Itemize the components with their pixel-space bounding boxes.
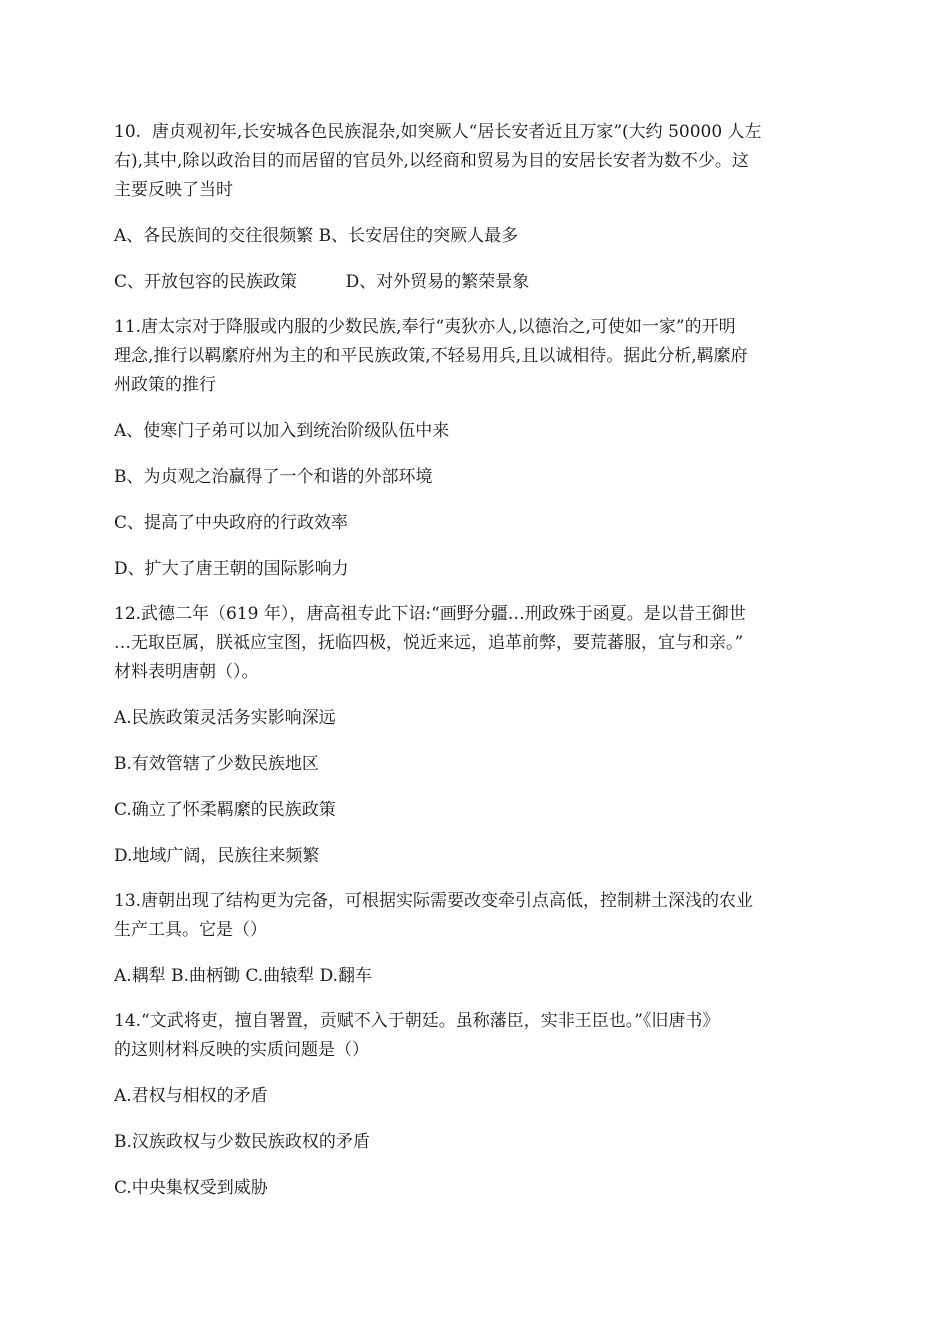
question-stem-line: 主要反映了当时: [114, 180, 233, 200]
question-stem-line: 10. 唐贞观初年,长安城各色民族混杂,如突厥人“居长安者近且万家”(大约 50000 人左: [114, 122, 762, 142]
answer-option: C、提高了中央政府的行政效率: [114, 513, 349, 533]
question-11: [114, 313, 844, 584]
question-stem-line: 14.“文武将吏，擅自署置，贡赋不入于朝廷。虽称藩臣，实非王臣也。”《旧唐书》: [114, 1011, 720, 1031]
answer-option: B、为贞观之治赢得了一个和谐的外部环境: [114, 467, 433, 487]
question-stem-line: …无取臣属，朕祗应宝图，抚临四极，悦近来远，追革前弊，要荒蕃服，宜与和亲。”: [114, 633, 744, 653]
question-stem-line: 生产工具。它是（）: [114, 920, 267, 940]
exam-page: [114, 118, 844, 1203]
answer-option: C.中央集权受到威胁: [114, 1178, 268, 1198]
question-stem-line: 州政策的推行: [114, 375, 216, 395]
answer-option: B.有效管辖了少数民族地区: [114, 754, 319, 774]
answer-option: A.民族政策灵活务实影响深远: [114, 708, 336, 728]
answer-option: C.确立了怀柔羁縻的民族政策: [114, 800, 336, 820]
question-14: [114, 1007, 844, 1203]
answer-option: A.耦犁 B.曲柄锄 C.曲辕犁 D.翻车: [114, 966, 373, 986]
answer-option: D、扩大了唐王朝的国际影响力: [114, 559, 349, 579]
question-stem-line: 材料表明唐朝（）。: [114, 662, 259, 682]
question-stem-line: 13.唐朝出现了结构更为完备，可根据实际需要改变牵引点高低，控制耕土深浅的农业: [114, 891, 754, 911]
answer-option: D.地域广阔，民族往来频繁: [114, 846, 320, 866]
question-10: [114, 118, 844, 297]
question-stem-line: 11.唐太宗对于降服或内服的少数民族,奉行“夷狄亦人,以德治之,可使如一家”的开明: [114, 317, 736, 337]
question-13: [114, 887, 844, 991]
answer-option: A、各民族间的交往很频繁 B、长安居住的突厥人最多: [114, 226, 519, 246]
answer-option: A.君权与相权的矛盾: [114, 1086, 268, 1106]
answer-option: A、使寒门子弟可以加入到统治阶级队伍中来: [114, 421, 450, 441]
answer-option: C、开放包容的民族政策 D、对外贸易的繁荣景象: [114, 272, 530, 292]
answer-option: B.汉族政权与少数民族政权的矛盾: [114, 1132, 370, 1152]
question-stem-line: 的这则材料反映的实质问题是（）: [114, 1040, 369, 1060]
question-stem-line: 理念,推行以羁縻府州为主的和平民族政策,不轻易用兵,且以诚相待。据此分析,羁縻府: [114, 346, 748, 366]
question-stem-line: 右),其中,除以政治目的而居留的官员外,以经商和贸易为目的安居长安者为数不少。这: [114, 151, 749, 171]
question-12: [114, 600, 844, 871]
question-stem-line: 12.武德二年（619 年），唐高祖专此下诏:“画野分疆…刑政殊于函夏。是以昔王御世: [114, 604, 746, 624]
